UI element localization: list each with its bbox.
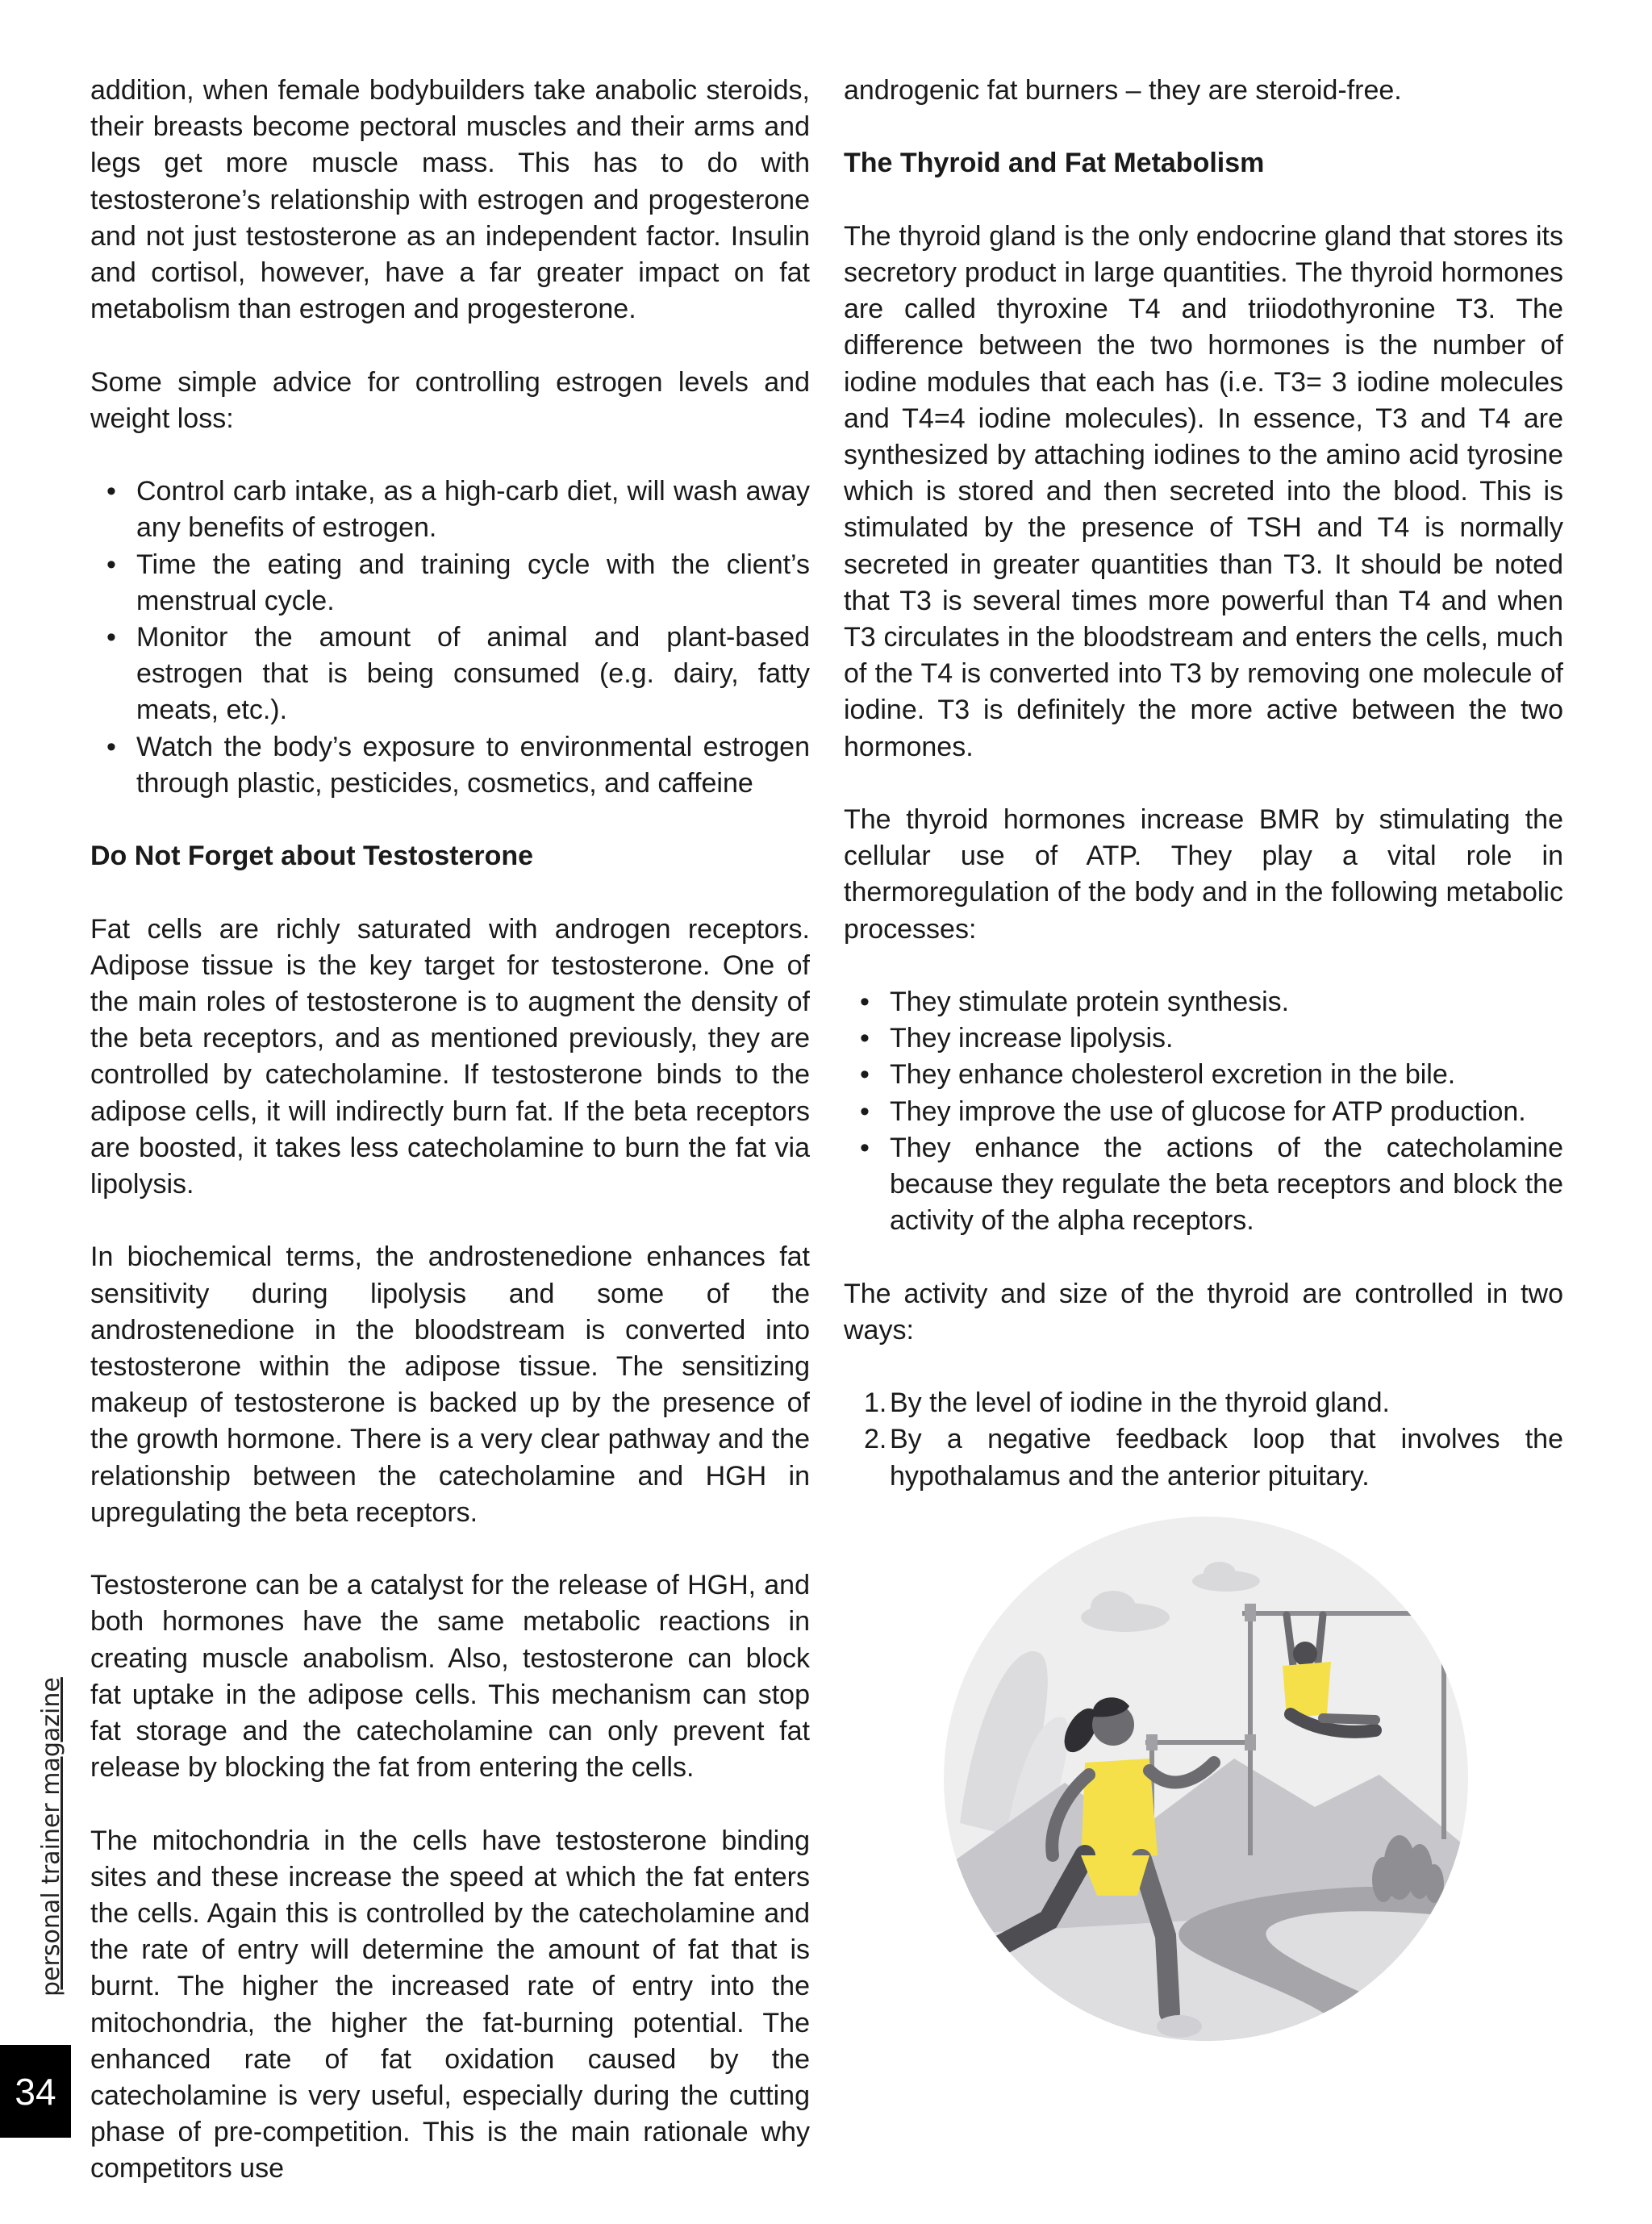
list-item: • They increase lipolysis. (844, 1020, 1563, 1057)
paragraph: The mitochondria in the cells have testosterone binding sites and these increase the speed at which the fat enters the cells. Again this is controlled by the catecholamine and the rate of entry will determine the amount of fat that is burnt. The higher the increased rate of entry into the mitochondria, the higher the fat-burning potential. The enhanced rate of fat oxidation caused by the catecholamine is very useful, especially during the cutting phase of pre-competition. This is the main rationale why competitors use (90, 1825, 810, 2184)
list-item: • They improve the use of glucose for ATP production. (844, 1094, 1563, 1130)
item-number: 2. (864, 1424, 887, 1455)
list-item: • Monitor the amount of animal and plant-based estrogen that is being consumed (e.g. dairy, fatty meats, etc.). (90, 620, 810, 729)
list-item: • Watch the body’s exposure to environmental estrogen through plastic, pesticides, cosmetics, and caffeine (90, 729, 810, 802)
item-text: By a negative feedback loop that involves the hypothalamus and the anterior pituitary. (890, 1424, 1563, 1492)
right-column (844, 73, 1563, 1531)
paragraph: Fat cells are richly saturated with androgen receptors. Adipose tissue is the key target for testosterone. One of the main roles of testosterone is to augment the density of the beta receptors, and as mentioned previously, they are controlled by catecholamine. If testosterone binds to the adipose cells, it will indirectly burn fat. If the beta receptors are boosted, it takes less catecholamine to burn the fat via lipolysis. (90, 913, 810, 1200)
page-number: 34 (0, 2045, 71, 2138)
section-heading: The Thyroid and Fat Metabolism (844, 148, 1265, 179)
paragraph: The thyroid hormones increase BMR by stimulating the cellular use of ATP. They play a vital role in thermoregulation of the body and in the following metabolic processes: (844, 804, 1563, 945)
paragraph: Testosterone can be a catalyst for the release of HGH, and both hormones have the same metabolic reactions in creating muscle anabolism. Also, testosterone can block fat uptake in the adipose cells. This mechanism can stop fat storage and the catecholamine can only prevent fat release by blocking the fat from entering the cells. (90, 1570, 810, 1784)
estrogen-advice-list (90, 474, 810, 802)
section-heading: Do Not Forget about Testosterone (90, 841, 534, 872)
list-item: • They stimulate protein synthesis. (844, 984, 1563, 1020)
thyroid-process-list (844, 984, 1563, 1239)
thyroid-control-list (844, 1385, 1563, 1495)
paragraph: Some simple advice for controlling estrogen levels and weight loss: (90, 366, 810, 434)
paragraph: In biochemical terms, the androstenedione enhances fat sensitivity during lipolysis and some of the androstenedione in the bloodstream is converted into testosterone within the adipose tissue. The sensitizing makeup of testosterone is backed up by the presence of the growth hormone. There is a very clear pathway and the relationship between the catecholamine and HGH in upregulating the beta receptors. (90, 1241, 810, 1528)
left-column (90, 73, 810, 2224)
numbered-item (844, 1421, 1563, 1494)
list-item: • Control carb intake, as a high-carb diet, will wash away any benefits of estrogen. (90, 474, 810, 546)
list-item: • They enhance the actions of the catecholamine because they regulate the beta receptors and block the activity of the alpha receptors. (844, 1130, 1563, 1240)
item-text: By the level of iodine in the thyroid gland. (890, 1387, 1390, 1419)
paragraph: The thyroid gland is the only endocrine gland that stores its secretory product in large quantities. The thyroid hormones are called thyroxine T4 and triiodothyronine T3. The difference between the two hormones is the number of iodine modules that each has (i.e. T3= 3 iodine molecules and T4=4 iodine molecules). In essence, T3 and T4 are synthesized by attaching iodines to the amino acid tyrosine which is stored and then secreted into the blood. This is stimulated by the presence of TSH and T4 is normally secreted in greater quantities than T3. It should be noted that T3 is several times more powerful than T4 and when T3 circulates in the bloodstream and enters the cells, much of the T4 is converted into T3 by removing one molecule of iodine. T3 is definitely the more active between the two hormones. (844, 220, 1563, 762)
paragraph: The activity and size of the thyroid are controlled in two ways: (844, 1278, 1563, 1346)
paragraph: androgenic fat burners – they are steroid-free. (844, 75, 1402, 106)
magazine-name: personal trainer magazine (37, 1677, 65, 1997)
numbered-item (844, 1385, 1563, 1421)
fitness-runner-pullup-illustration-icon (928, 1517, 1476, 2049)
item-number: 1. (864, 1387, 887, 1419)
list-item: • Time the eating and training cycle with the client’s menstrual cycle. (90, 547, 810, 620)
list-item: • They enhance cholesterol excretion in the bile. (844, 1057, 1563, 1093)
paragraph: addition, when female bodybuilders take anabolic steroids, their breasts become pectoral muscles and their arms and legs get more muscle mass. This has to do with testosterone’s relationship with estrogen and progesterone and not just testosterone as an independent factor. Insulin and cortisol, however, have a far greater impact on fat metabolism than estrogen and progesterone. (90, 75, 810, 325)
